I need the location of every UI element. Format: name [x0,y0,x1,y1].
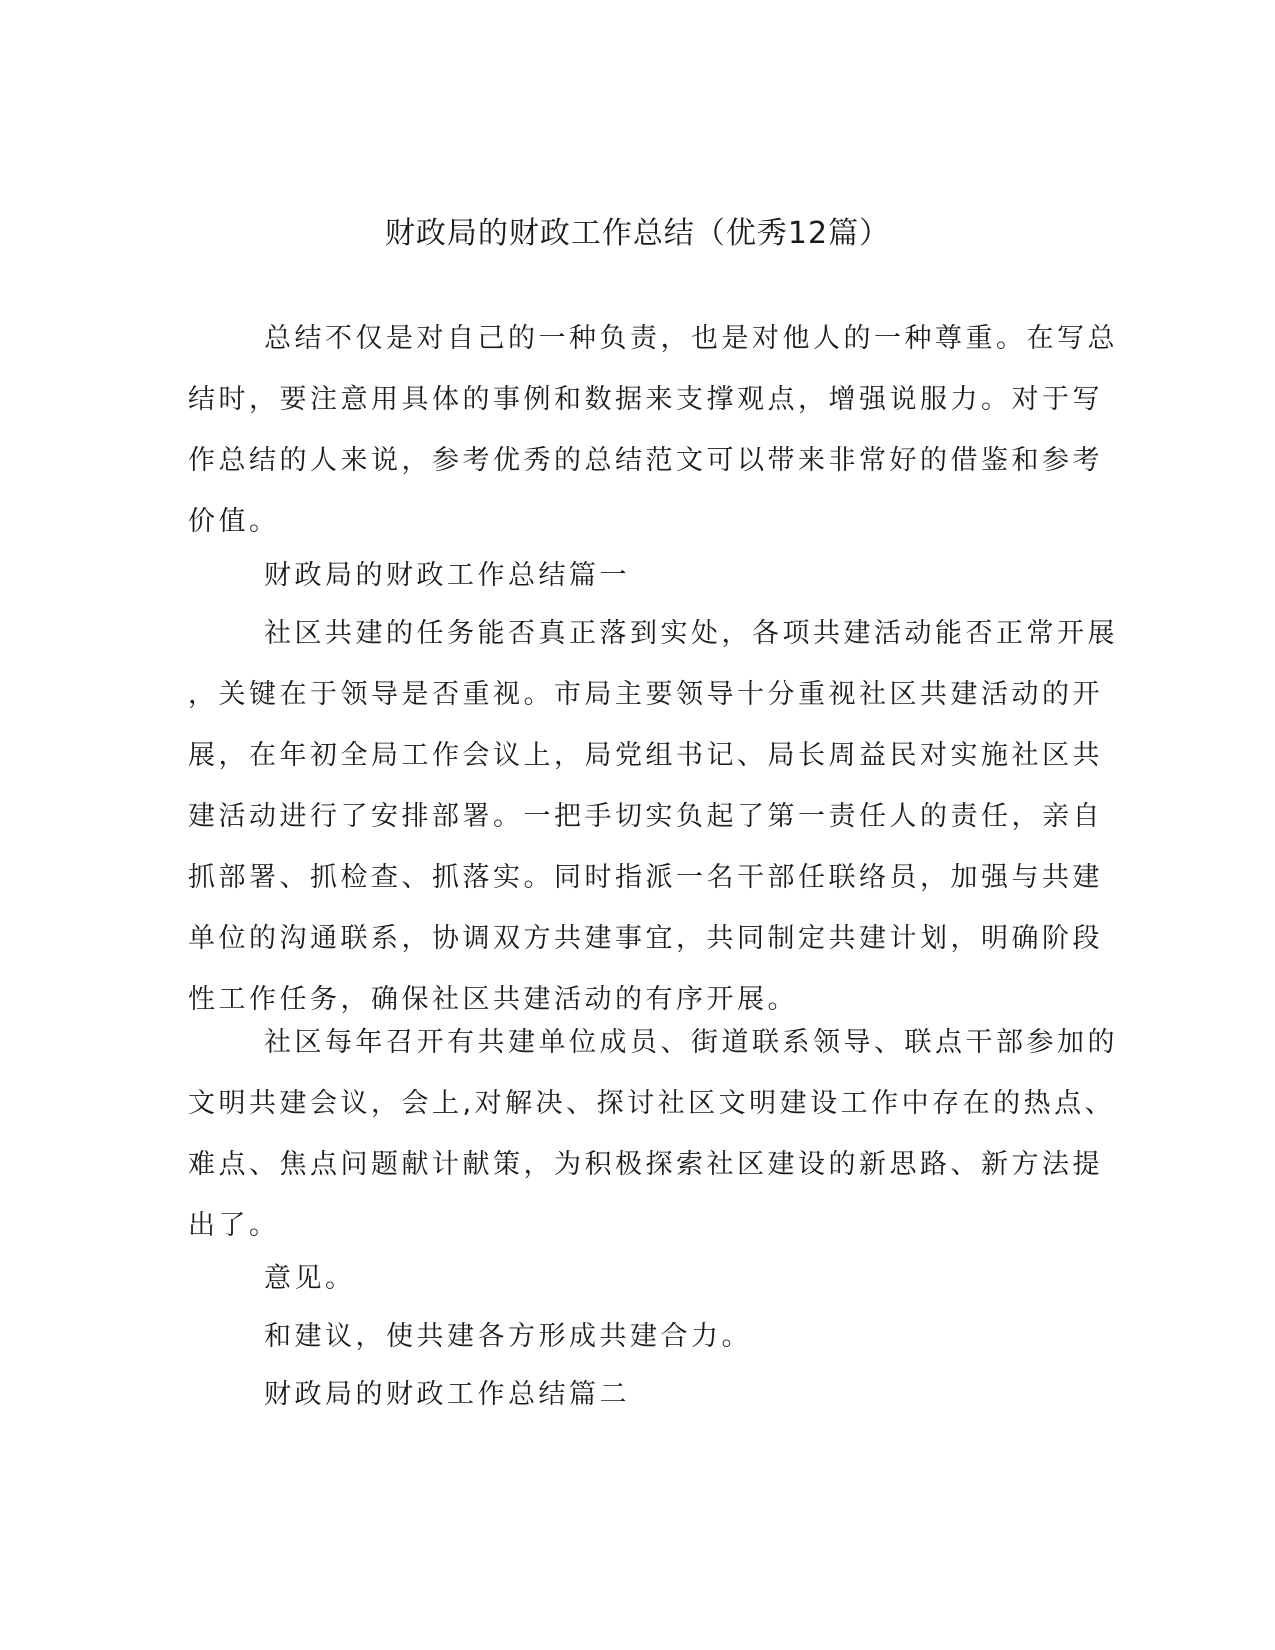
text-line: 出了。 [188,1210,280,1241]
text-line: 作总结的人来说，参考优秀的总结范文可以带来非常好的借鉴和参考 [188,445,1103,476]
text-line: 结时，要注意用具体的事例和数据来支撑观点，增强说服力。对于写 [188,384,1103,415]
text-line: 意见。 [264,1263,356,1294]
body-paragraph-1 [188,603,1118,1030]
text-line: 总结不仅是对自己的一种负责，也是对他人的一种尊重。在写总 [264,323,1118,354]
text-line: 社区每年召开有共建单位成员、街道联系领导、联点干部参加的 [264,1027,1118,1058]
text-line: 性工作任务，确保社区共建活动的有序开展。 [188,984,798,1015]
section-heading-1 [188,545,1081,606]
text-line: 文明共建会议，会上,对解决、探讨社区文明建设工作中存在的热点、 [188,1088,1116,1119]
section-heading-2 [188,1364,1081,1425]
body-paragraph-4 [188,1306,1081,1367]
text-line: 建活动进行了安排部署。一把手切实负起了第一责任人的责任，亲自 [188,801,1103,832]
text-line: 财政局的财政工作总结篇二 [264,1379,630,1410]
text-line: 抓部署、抓检查、抓落实。同时指派一名干部任联络员，加强与共建 [188,862,1103,893]
body-paragraph-3 [188,1248,1081,1309]
document-title: 财政局的财政工作总结（优秀12篇） [384,216,891,251]
intro-paragraph [188,308,1118,552]
text-line: 单位的沟通联系，协调双方共建事宜，共同制定共建计划，明确阶段 [188,923,1103,954]
text-line: 和建议，使共建各方形成共建合力。 [264,1321,752,1352]
text-line: ，关键在于领导是否重视。市局主要领导十分重视社区共建活动的开 [188,679,1103,710]
text-line: 财政局的财政工作总结篇一 [264,560,630,591]
text-line: 难点、焦点问题献计献策，为积极探索社区建设的新思路、新方法提 [188,1149,1103,1180]
body-paragraph-2 [188,1012,1118,1256]
text-line: 社区共建的任务能否真正落到实处，各项共建活动能否正常开展 [264,618,1118,649]
text-line: 展，在年初全局工作会议上，局党组书记、局长周益民对实施社区共 [188,740,1103,771]
text-line: 价值。 [188,506,280,537]
